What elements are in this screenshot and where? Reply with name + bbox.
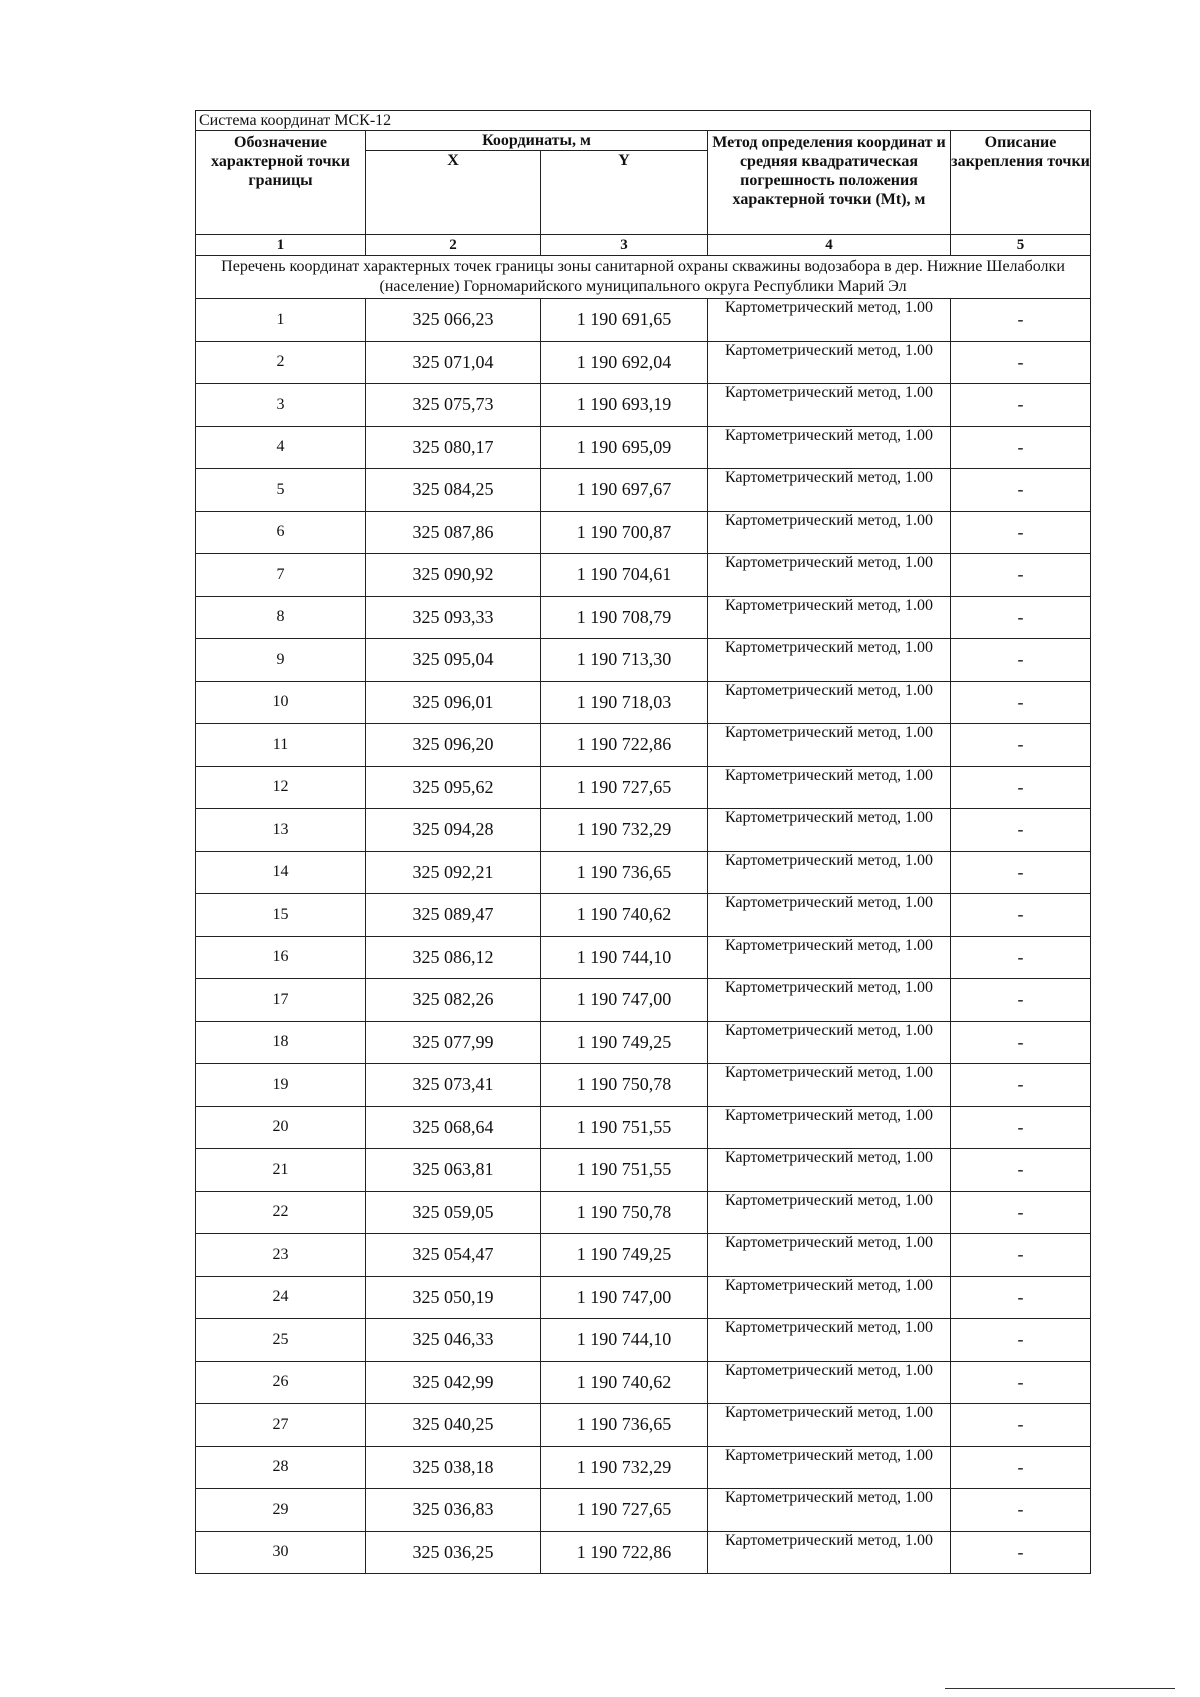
point-number: 27 [196, 1404, 366, 1447]
table-row [196, 1064, 1091, 1107]
header-method: Метод определения координат и средняя квадратическая погрешность положения характерной точки (Mt), м [708, 131, 951, 235]
point-number: 24 [196, 1276, 366, 1319]
table-row [196, 554, 1091, 597]
point-number: 6 [196, 511, 366, 554]
table-row [196, 469, 1091, 512]
column-number: 5 [951, 235, 1091, 256]
coordinate-x: 325 090,92 [366, 554, 541, 597]
point-number: 29 [196, 1489, 366, 1532]
description-cell: - [951, 1106, 1091, 1149]
point-number: 13 [196, 809, 366, 852]
column-number: 2 [366, 235, 541, 256]
coordinate-x: 325 096,20 [366, 724, 541, 767]
point-number: 17 [196, 979, 366, 1022]
column-number: 4 [708, 235, 951, 256]
method-cell: Картометрический метод, 1.00 [708, 554, 951, 597]
coordinate-y: 1 190 751,55 [541, 1149, 708, 1192]
table-row [196, 1149, 1091, 1192]
description-cell: - [951, 1191, 1091, 1234]
coordinate-y: 1 190 708,79 [541, 596, 708, 639]
point-number: 3 [196, 384, 366, 427]
method-cell: Картометрический метод, 1.00 [708, 1404, 951, 1447]
coordinate-system-label: Система координат МСК-12 [196, 111, 1091, 131]
description-cell: - [951, 936, 1091, 979]
point-number: 23 [196, 1234, 366, 1277]
coordinate-y: 1 190 695,09 [541, 426, 708, 469]
coordinate-y: 1 190 732,29 [541, 1446, 708, 1489]
point-number: 16 [196, 936, 366, 979]
coordinate-x: 325 063,81 [366, 1149, 541, 1192]
point-number: 25 [196, 1319, 366, 1362]
coordinate-y: 1 190 736,65 [541, 851, 708, 894]
coordinate-y: 1 190 713,30 [541, 639, 708, 682]
description-cell: - [951, 724, 1091, 767]
point-number: 18 [196, 1021, 366, 1064]
description-cell: - [951, 1531, 1091, 1574]
point-number: 12 [196, 766, 366, 809]
point-number: 2 [196, 341, 366, 384]
description-cell: - [951, 1404, 1091, 1447]
coordinate-x: 325 095,62 [366, 766, 541, 809]
coordinate-x: 325 036,83 [366, 1489, 541, 1532]
coordinate-x: 325 080,17 [366, 426, 541, 469]
table-row [196, 1106, 1091, 1149]
method-cell: Картометрический метод, 1.00 [708, 1149, 951, 1192]
coordinate-x: 325 036,25 [366, 1531, 541, 1574]
description-cell: - [951, 766, 1091, 809]
table-row [196, 1404, 1091, 1447]
table-row [196, 1446, 1091, 1489]
table-row [196, 426, 1091, 469]
table-body [196, 299, 1091, 1574]
coordinates-table [195, 110, 1091, 1574]
method-cell: Картометрический метод, 1.00 [708, 1021, 951, 1064]
coordinate-x: 325 096,01 [366, 681, 541, 724]
method-cell: Картометрический метод, 1.00 [708, 936, 951, 979]
header-description: Описание закрепления точки [951, 131, 1091, 235]
coordinate-y: 1 190 749,25 [541, 1021, 708, 1064]
point-number: 7 [196, 554, 366, 597]
table-row [196, 1191, 1091, 1234]
coordinate-y: 1 190 691,65 [541, 299, 708, 342]
column-number: 3 [541, 235, 708, 256]
coordinate-x: 325 073,41 [366, 1064, 541, 1107]
method-cell: Картометрический метод, 1.00 [708, 1064, 951, 1107]
method-cell: Картометрический метод, 1.00 [708, 894, 951, 937]
method-cell: Картометрический метод, 1.00 [708, 1234, 951, 1277]
header-coordinates: Координаты, м [366, 131, 708, 151]
coordinate-x: 325 038,18 [366, 1446, 541, 1489]
point-number: 11 [196, 724, 366, 767]
coordinate-x: 325 094,28 [366, 809, 541, 852]
method-cell: Картометрический метод, 1.00 [708, 469, 951, 512]
coordinate-y: 1 190 744,10 [541, 936, 708, 979]
coordinate-y: 1 190 704,61 [541, 554, 708, 597]
description-cell: - [951, 639, 1091, 682]
coordinate-x: 325 082,26 [366, 979, 541, 1022]
coordinate-x: 325 084,25 [366, 469, 541, 512]
coordinate-y: 1 190 722,86 [541, 1531, 708, 1574]
point-number: 1 [196, 299, 366, 342]
coordinate-y: 1 190 747,00 [541, 1276, 708, 1319]
table-row [196, 724, 1091, 767]
description-cell: - [951, 809, 1091, 852]
header-x: X [366, 151, 541, 235]
coordinate-x: 325 054,47 [366, 1234, 541, 1277]
coordinate-x: 325 050,19 [366, 1276, 541, 1319]
footer-rule [945, 1688, 1175, 1689]
coordinate-x: 325 059,05 [366, 1191, 541, 1234]
coordinate-x: 325 089,47 [366, 894, 541, 937]
point-number: 4 [196, 426, 366, 469]
description-cell: - [951, 469, 1091, 512]
method-cell: Картометрический метод, 1.00 [708, 639, 951, 682]
table-row [196, 511, 1091, 554]
method-cell: Картометрический метод, 1.00 [708, 1361, 951, 1404]
table-row [196, 596, 1091, 639]
method-cell: Картометрический метод, 1.00 [708, 1191, 951, 1234]
description-cell: - [951, 596, 1091, 639]
point-number: 30 [196, 1531, 366, 1574]
table-row [196, 1531, 1091, 1574]
coordinate-y: 1 190 740,62 [541, 1361, 708, 1404]
coordinate-x: 325 071,04 [366, 341, 541, 384]
coordinate-x: 325 075,73 [366, 384, 541, 427]
method-cell: Картометрический метод, 1.00 [708, 681, 951, 724]
coordinate-y: 1 190 749,25 [541, 1234, 708, 1277]
section-title: Перечень координат характерных точек границы зоны санитарной охраны скважины водозабора в дер. Нижние Шелаболки (население) Горномарийского муниципального округа Республики Марий Эл [196, 256, 1091, 299]
method-cell: Картометрический метод, 1.00 [708, 426, 951, 469]
table-row [196, 1234, 1091, 1277]
table-row [196, 894, 1091, 937]
coordinate-x: 325 046,33 [366, 1319, 541, 1362]
point-number: 5 [196, 469, 366, 512]
header-y: Y [541, 151, 708, 235]
description-cell: - [951, 426, 1091, 469]
description-cell: - [951, 1234, 1091, 1277]
point-number: 8 [196, 596, 366, 639]
table-row [196, 809, 1091, 852]
column-number: 1 [196, 235, 366, 256]
description-cell: - [951, 1276, 1091, 1319]
method-cell: Картометрический метод, 1.00 [708, 341, 951, 384]
method-cell: Картометрический метод, 1.00 [708, 384, 951, 427]
table-row [196, 936, 1091, 979]
table-row [196, 1319, 1091, 1362]
table-row [196, 681, 1091, 724]
coordinate-x: 325 086,12 [366, 936, 541, 979]
coordinate-y: 1 190 727,65 [541, 766, 708, 809]
coordinate-y: 1 190 692,04 [541, 341, 708, 384]
coordinate-y: 1 190 744,10 [541, 1319, 708, 1362]
method-cell: Картометрический метод, 1.00 [708, 1319, 951, 1362]
point-number: 19 [196, 1064, 366, 1107]
coordinate-y: 1 190 750,78 [541, 1064, 708, 1107]
point-number: 22 [196, 1191, 366, 1234]
description-cell: - [951, 1021, 1091, 1064]
coordinate-x: 325 087,86 [366, 511, 541, 554]
coordinate-x: 325 095,04 [366, 639, 541, 682]
table-row [196, 1361, 1091, 1404]
method-cell: Картометрический метод, 1.00 [708, 1446, 951, 1489]
table-row [196, 384, 1091, 427]
method-cell: Картометрический метод, 1.00 [708, 979, 951, 1022]
table-row [196, 299, 1091, 342]
description-cell: - [951, 511, 1091, 554]
coordinate-y: 1 190 750,78 [541, 1191, 708, 1234]
point-number: 28 [196, 1446, 366, 1489]
description-cell: - [951, 384, 1091, 427]
method-cell: Картометрический метод, 1.00 [708, 809, 951, 852]
point-number: 14 [196, 851, 366, 894]
table-row [196, 851, 1091, 894]
point-number: 9 [196, 639, 366, 682]
description-cell: - [951, 554, 1091, 597]
method-cell: Картометрический метод, 1.00 [708, 1276, 951, 1319]
description-cell: - [951, 299, 1091, 342]
method-cell: Картометрический метод, 1.00 [708, 511, 951, 554]
description-cell: - [951, 1149, 1091, 1192]
coordinate-x: 325 068,64 [366, 1106, 541, 1149]
description-cell: - [951, 1361, 1091, 1404]
coordinate-y: 1 190 740,62 [541, 894, 708, 937]
description-cell: - [951, 341, 1091, 384]
description-cell: - [951, 1489, 1091, 1532]
description-cell: - [951, 1446, 1091, 1489]
description-cell: - [951, 1064, 1091, 1107]
description-cell: - [951, 1319, 1091, 1362]
point-number: 21 [196, 1149, 366, 1192]
description-cell: - [951, 851, 1091, 894]
method-cell: Картометрический метод, 1.00 [708, 1489, 951, 1532]
table-row [196, 1021, 1091, 1064]
coordinate-x: 325 092,21 [366, 851, 541, 894]
table-row [196, 766, 1091, 809]
method-cell: Картометрический метод, 1.00 [708, 299, 951, 342]
method-cell: Картометрический метод, 1.00 [708, 766, 951, 809]
coordinate-y: 1 190 693,19 [541, 384, 708, 427]
point-number: 20 [196, 1106, 366, 1149]
point-number: 10 [196, 681, 366, 724]
coordinate-x: 325 040,25 [366, 1404, 541, 1447]
table-row [196, 979, 1091, 1022]
method-cell: Картометрический метод, 1.00 [708, 724, 951, 767]
coordinate-y: 1 190 751,55 [541, 1106, 708, 1149]
coordinate-y: 1 190 736,65 [541, 1404, 708, 1447]
coordinate-y: 1 190 732,29 [541, 809, 708, 852]
point-number: 15 [196, 894, 366, 937]
column-numbers-row [196, 235, 1091, 256]
table-row [196, 1489, 1091, 1532]
coordinate-y: 1 190 747,00 [541, 979, 708, 1022]
coordinate-x: 325 042,99 [366, 1361, 541, 1404]
coordinate-x: 325 093,33 [366, 596, 541, 639]
coordinate-y: 1 190 700,87 [541, 511, 708, 554]
method-cell: Картометрический метод, 1.00 [708, 596, 951, 639]
method-cell: Картометрический метод, 1.00 [708, 1106, 951, 1149]
table-row [196, 341, 1091, 384]
method-cell: Картометрический метод, 1.00 [708, 1531, 951, 1574]
coordinate-y: 1 190 722,86 [541, 724, 708, 767]
table-row [196, 1276, 1091, 1319]
description-cell: - [951, 894, 1091, 937]
description-cell: - [951, 979, 1091, 1022]
point-number: 26 [196, 1361, 366, 1404]
table-row [196, 639, 1091, 682]
coordinate-x: 325 066,23 [366, 299, 541, 342]
coordinate-y: 1 190 727,65 [541, 1489, 708, 1532]
coordinate-y: 1 190 718,03 [541, 681, 708, 724]
description-cell: - [951, 681, 1091, 724]
coordinate-y: 1 190 697,67 [541, 469, 708, 512]
header-point: Обозначение характерной точки границы [196, 131, 366, 235]
coordinate-x: 325 077,99 [366, 1021, 541, 1064]
method-cell: Картометрический метод, 1.00 [708, 851, 951, 894]
